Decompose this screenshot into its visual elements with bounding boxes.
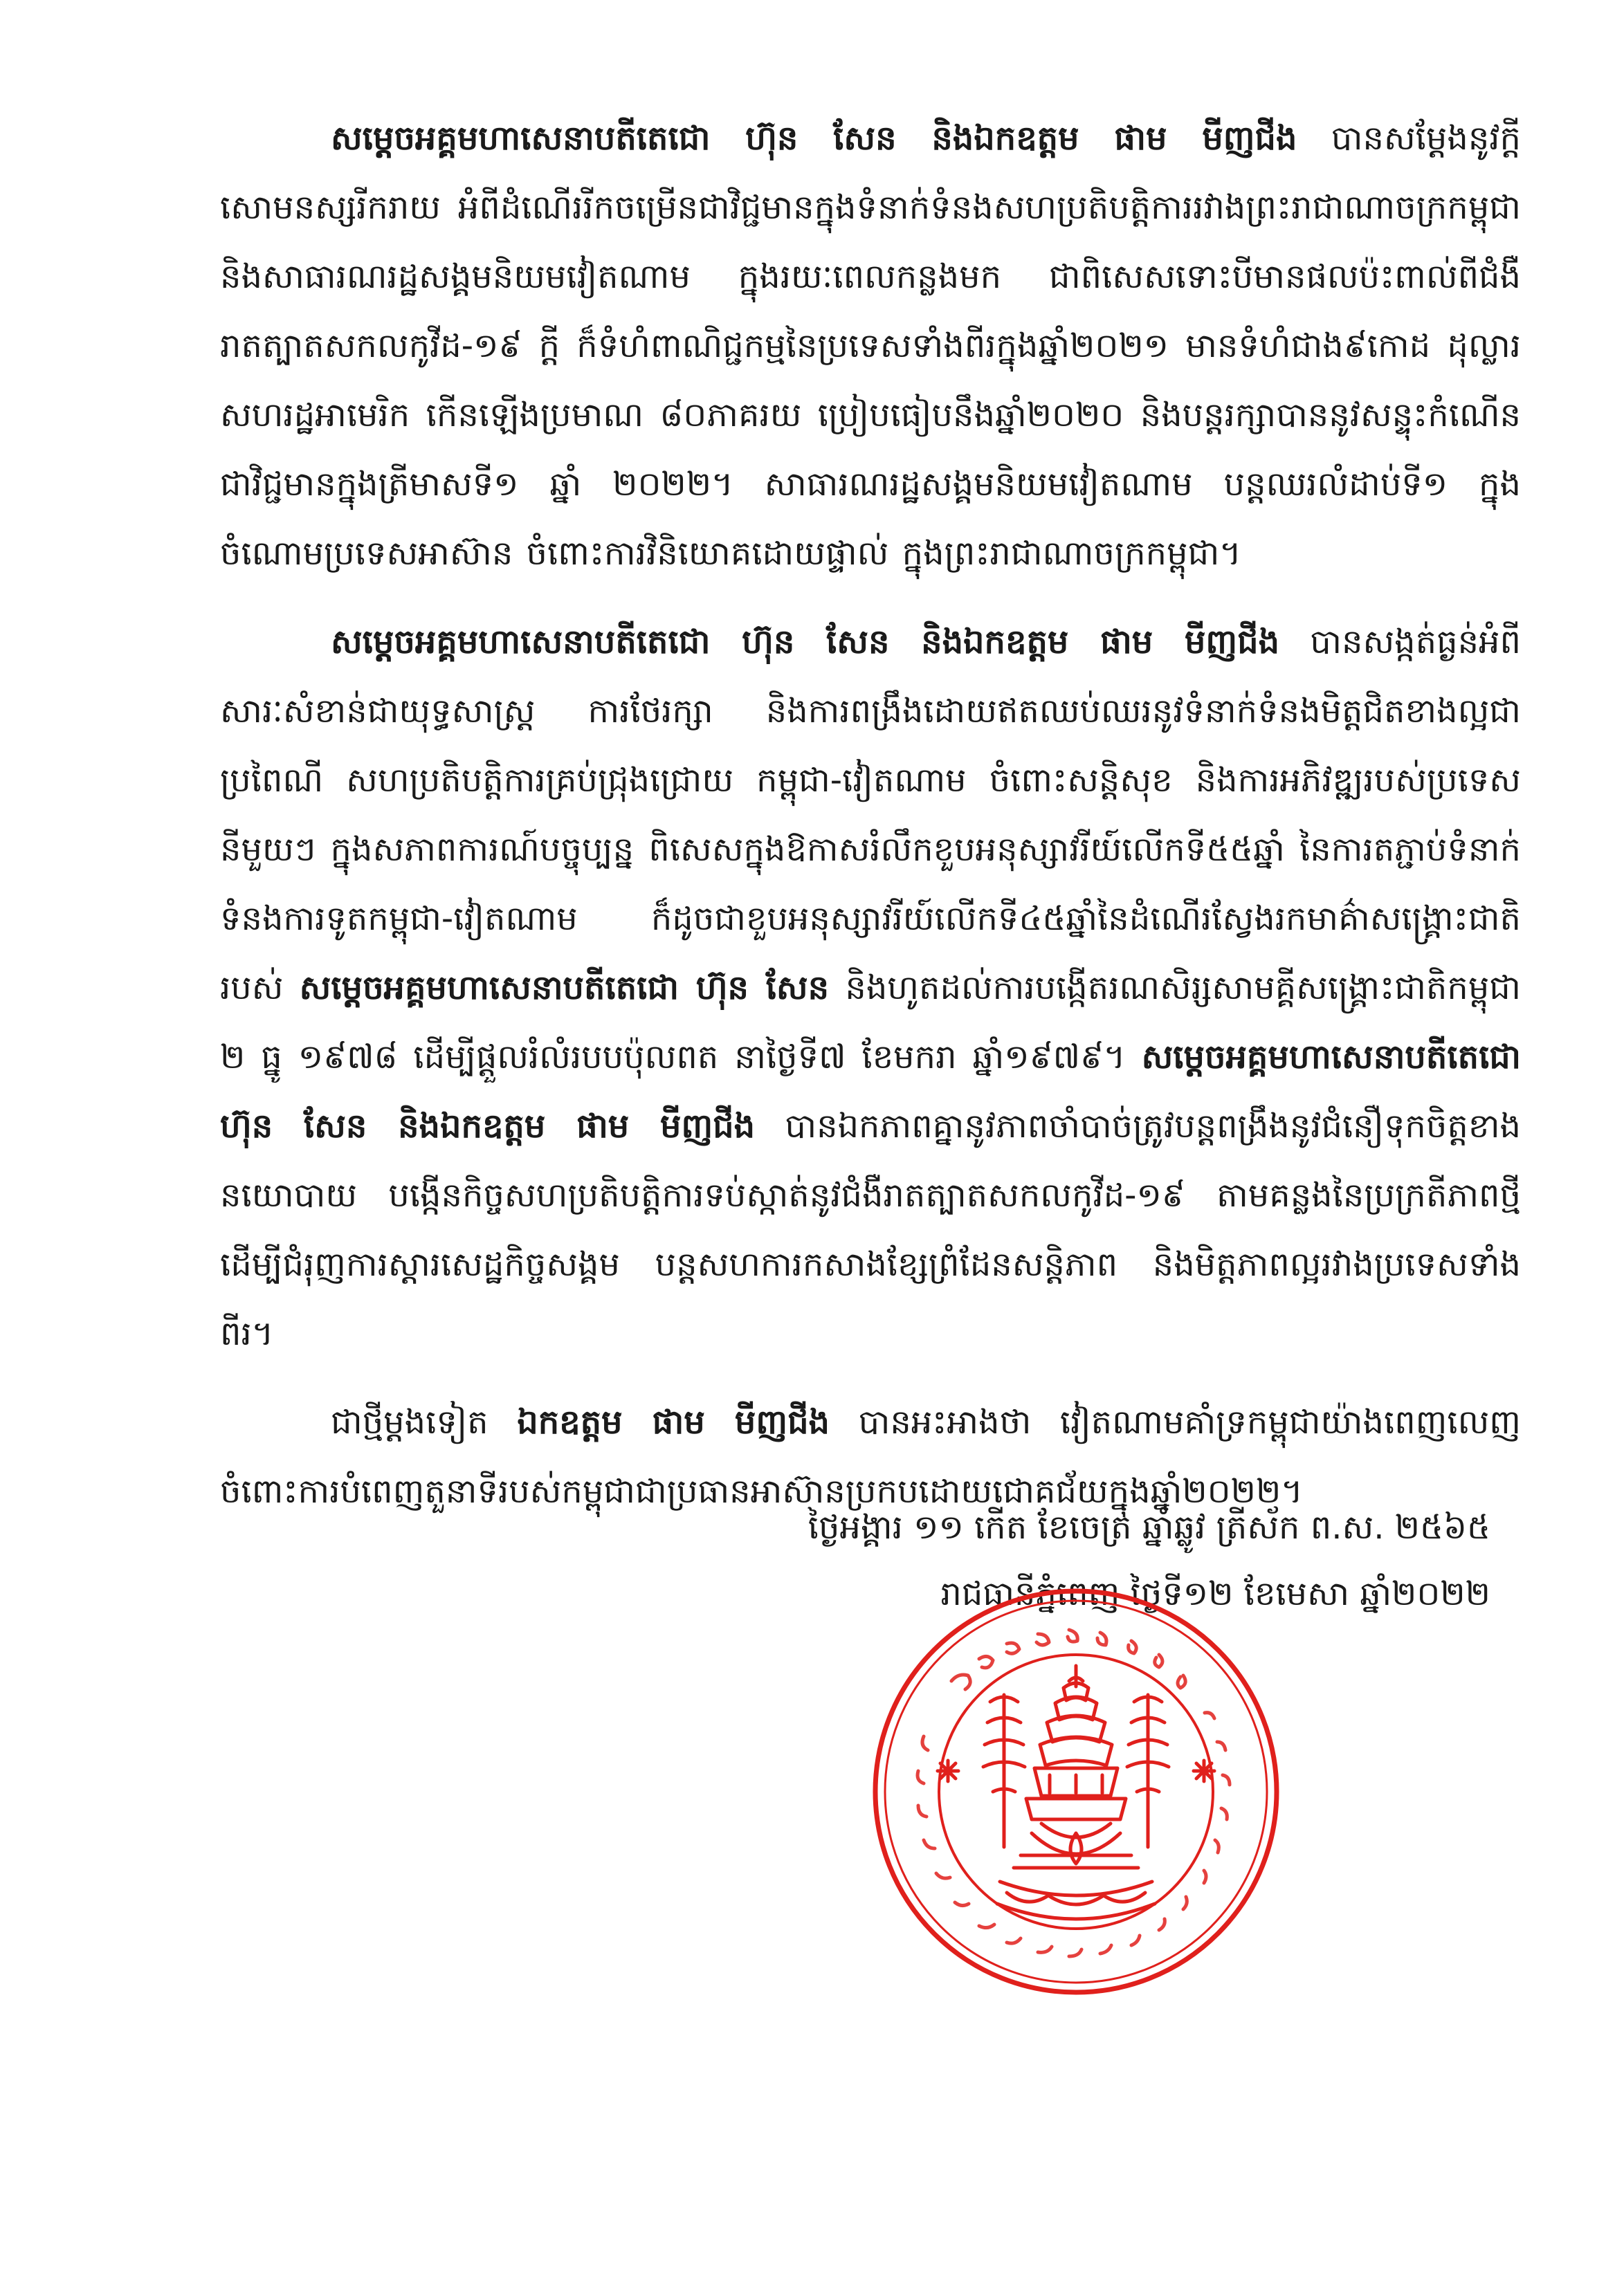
bold-name-run: ឯកឧត្តម ផាម មីញជីង	[517, 1403, 830, 1442]
text-run: បានឯកភាពគ្នានូវភាពចាំបាច់ត្រូវបន្តពង្រឹងនូវជំនឿទុកចិត្តខាងនយោបាយ បង្កើនកិច្ចសហប្រតិបត្តិការទប់ស្កាត់នូវជំងឺរាតត្បាតសកលកូវីដ-១៩ តាមគន្លងនៃប្រក្រតីភាពថ្មី ដើម្បីជំរុញការស្តារសេដ្ឋកិច្ចសង្គម បន្តសហការកសាងខ្សែព្រំដែនសន្តិភាព និងមិត្តភាពល្អរវាងប្រទេសទាំងពីរ។	[220, 1107, 1521, 1353]
text-run: បានអះអាងថា វៀតណាមគាំទ្រកម្ពុជាយ៉ាងពេញលេញចំពោះការបំពេញតួនាទីរបស់កម្ពុជាជាប្រធានអាស៊ានប្រកបដោយជោគជ័យក្នុងឆ្នាំ២០២២។	[220, 1403, 1522, 1511]
bold-name-run: សម្តេចអគ្គមហាសេនាបតីតេជោ ហ៊ុន សែន និងឯកឧត្តម ផាម មីញជីង	[331, 119, 1297, 158]
paragraph-1	[220, 104, 1521, 588]
bold-name-run: សម្តេចអគ្គមហាសេនាបតីតេជោ ហ៊ុន សែន	[299, 968, 830, 1007]
lunar-date: ថ្ងៃអង្គារ ១១ កើត ខែចេត្រ ឆ្នាំឆ្លូវ ត្រីស័ក ព.ស. ២៥៦៥	[808, 1508, 1490, 1547]
bold-name-run: សម្តេចអគ្គមហាសេនាបតីតេជោ ហ៊ុន សែន និងឯកឧត្តម ផាម មីញជីង	[220, 1038, 1521, 1146]
paragraph-2	[220, 607, 1521, 1368]
bold-name-run: សម្តេចអគ្គមហាសេនាបតីតេជោ ហ៊ុន សែន និងឯកឧត្តម ផាម មីញជីង	[331, 623, 1280, 661]
text-run: បានសម្តែងនូវក្តីសោមនស្សរីករាយ អំពីដំណើររីកចម្រើនជាវិជ្ជមានក្នុងទំនាក់ទំនងសហប្រតិបត្តិការរវាងព្រះរាជាណាចក្រកម្ពុជា និងសាធារណរដ្ឋសង្គមនិយមវៀតណាម ក្នុងរយៈពេលកន្លងមក ជាពិសេសទោះបីមានផលប៉ះពាល់ពីជំងឺរាតត្បាតសកលកូវីដ-១៩ ក្តី ក៏ទំហំពាណិជ្ជកម្មនៃប្រទេសទាំងពីរក្នុងឆ្នាំ២០២១ មានទំហំជាង៩កោដ ដុល្លារសហរដ្ឋអាមេរិក កើនឡើងប្រមាណ ៨០ភាគរយ ប្រៀបធៀបនឹងឆ្នាំ២០២០ និងបន្តរក្សាបាននូវសន្ទុះកំណើនជាវិជ្ជមានក្នុងត្រីមាសទី១ ឆ្នាំ ២០២២។ សាធារណរដ្ឋសង្គមនិយមវៀតណាម បន្តឈរលំដាប់ទី១ ក្នុងចំណោមប្រទេសអាស៊ាន ចំពោះការវិនិយោគដោយផ្ទាល់ ក្នុងព្រះរាជាណាចក្រកម្ពុជា។	[220, 119, 1521, 573]
official-seal-icon	[868, 1584, 1284, 1999]
solar-date: រាជធានីភ្នំពេញ ថ្ងៃទី១២ ខែមេសា ឆ្នាំ២០២២	[940, 1574, 1490, 1613]
text-run: ជាថ្មីម្តងទៀត	[331, 1403, 518, 1442]
text-run: និងហូតដល់ការបង្កើតរណសិរ្សសាមគ្គីសង្គ្រោះជាតិកម្ពុជា ២ ធ្នូ ១៩៧៨ ដើម្បីផ្តួលរំលំរបបប៉ុលពត នាថ្ងៃទី៧ ខែមករា ឆ្នាំ១៩៧៩។	[220, 968, 1522, 1076]
document-body	[220, 104, 1521, 1545]
text-run: បានសង្កត់ធ្ងន់អំពីសារៈសំខាន់ជាយុទ្ធសាស្ត្រ ការថែរក្សា និងការពង្រឹងដោយឥតឈប់ឈរនូវទំនាក់ទំនងមិត្តជិតខាងល្អជាប្រពៃណី សហប្រតិបត្តិការគ្រប់ជ្រុងជ្រោយ កម្ពុជា-វៀតណាម ចំពោះសន្តិសុខ និងការអភិវឌ្ឍរបស់ប្រទេសនីមួយៗ ក្នុងសភាពការណ៍បច្ចុប្បន្ន ពិសេសក្នុងឱកាសរំលឹកខួបអនុស្សាវរីយ៍លើកទី៥៥ឆ្នាំ នៃការតភ្ជាប់ទំនាក់ទំនងការទូតកម្ពុជា-វៀតណាម ក៏ដូចជាខួបអនុស្សាវរីយ៍លើកទី៤៥ឆ្នាំនៃដំណើរស្វែងរកមាគ៌ាសង្គ្រោះជាតិរបស់	[220, 623, 1521, 1007]
